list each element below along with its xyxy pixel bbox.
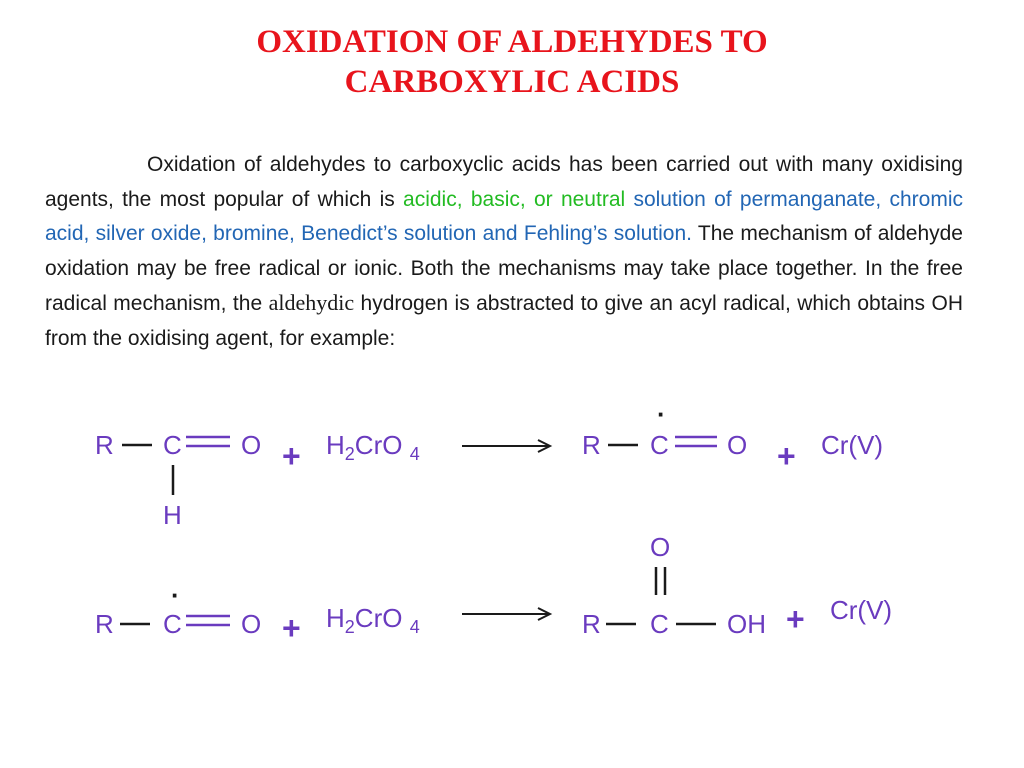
r1-reagent (326, 430, 420, 463)
r2-p-c: C (650, 609, 669, 639)
slide-title (0, 22, 1024, 102)
r2-reagent-h: H (326, 603, 345, 633)
body-paragraph (45, 148, 963, 357)
r2-o: O (241, 609, 262, 639)
r2-plus-2: + (786, 601, 805, 637)
r2-reagent-cro: CrO (354, 603, 403, 633)
r2-c: C (163, 609, 182, 639)
r2-radical-dot: · (171, 580, 180, 610)
arrow-1-head (538, 440, 550, 452)
r1-reagent-cro: CrO (354, 430, 403, 460)
r1-reagent-sub2: 2 (344, 444, 355, 464)
paragraph-serif-word: aldehydic (268, 290, 355, 316)
title-line-2: CARBOXYLIC ACIDS (344, 64, 680, 100)
r1-reagent-sub4: 4 (409, 444, 420, 464)
r1-r: R (95, 430, 114, 460)
r2-p-oh: OH (727, 609, 766, 639)
r1-p-o: O (727, 430, 748, 460)
r2-plus: + (282, 610, 301, 646)
r2-reagent-sub4: 4 (409, 617, 420, 637)
r1-byproduct: Cr(V) (821, 430, 884, 460)
paragraph-green-text: acidic, basic, or neutral (403, 187, 626, 211)
r2-p-r: R (582, 609, 601, 639)
r1-p-c: C (650, 430, 669, 460)
r2-byproduct: Cr(V) (830, 595, 893, 625)
paragraph-part-3: hydrogen is abstracted to give an acyl radical, which obtains OH from the oxidising agent, for example: (45, 292, 963, 350)
r1-plus: + (282, 438, 301, 474)
r2-r: R (95, 609, 114, 639)
r1-plus-2: + (777, 438, 796, 474)
r2-reagent-sub2: 2 (344, 617, 355, 637)
paragraph-blue-text: solution of permanganate, chromic acid, silver oxide, bromine, Benedict’s solution and Fehling’s solution. (45, 187, 963, 246)
r1-h: H (163, 500, 182, 530)
paragraph-part-2: The mechanism of aldehyde oxidation may be free radical or ionic. Both the mechanisms may take place together. In the free radical mechanism, the (45, 222, 963, 316)
r1-p-r: R (582, 430, 601, 460)
r1-p-radical-dot: · (657, 399, 666, 429)
r2-p-o-top: O (650, 532, 671, 562)
r1-reagent-h: H (326, 430, 345, 460)
r2-reagent (326, 603, 420, 636)
r1-c: C (163, 430, 182, 460)
r1-o: O (241, 430, 262, 460)
arrow-2-head (538, 608, 550, 620)
title-line-1: OXIDATION OF ALDEHYDES TO (256, 24, 768, 60)
paragraph-part-1: Oxidation of aldehydes to carboxyclic acids has been carried out with many oxidising agents, the most popular of which is (45, 153, 963, 211)
